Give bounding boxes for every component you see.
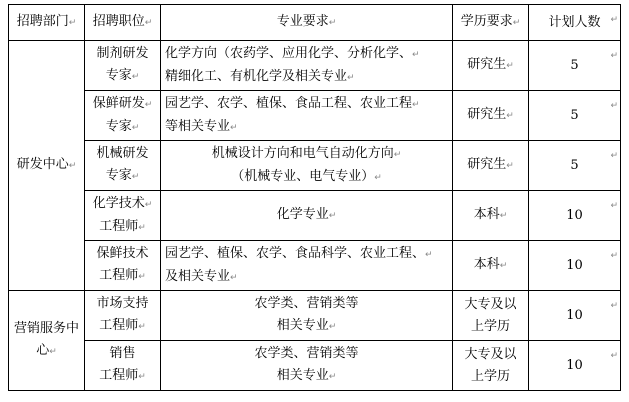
count-cell: 10 ↵ [529,291,621,341]
education-cell: 研究生↵ [453,91,529,141]
position-cell: 机械研发 专家↵ [85,141,161,191]
count-cell: 5 ↵ [529,91,621,141]
department-cell: 营销服务中心↵ [9,291,85,391]
count-cell: 5 ↵ [529,141,621,191]
department-cell: 研发中心↵ [9,41,85,291]
recruitment-table [8,4,621,391]
position-cell: 化学技术↵ 工程师↵ [85,191,161,241]
major-cell: 化学方向（农药学、应用化学、分析化学、↵ 精细化工、有机化学及相关专业↵ [161,41,453,91]
education-cell: 本科↵ [453,241,529,291]
table-row [9,191,621,241]
major-cell: 机械设计方向和电气自动化方向↵ （机械专业、电气专业）↵ [161,141,453,191]
count-cell: 10 ↵ [529,341,621,391]
header-count: 计划人数 ↵ [529,5,621,41]
header-row [9,5,621,41]
table-row [9,91,621,141]
education-cell: 研究生↵ [453,41,529,91]
position-cell: 制剂研发 专家↵ [85,41,161,91]
header-major: 专业要求↵ [161,5,453,41]
table-row [9,341,621,391]
major-cell: 农学类、营销类等 相关专业↵ [161,341,453,391]
major-cell: 园艺学、植保、农学、食品科学、农业工程、↵ 及相关专业↵ [161,241,453,291]
header-position: 招聘职位↵ [85,5,161,41]
major-cell: 农学类、营销类等 相关专业↵ [161,291,453,341]
education-cell: 本科↵ [453,191,529,241]
table-row [9,41,621,91]
position-cell: 市场支持 工程师↵ [85,291,161,341]
count-cell: 10 ↵ [529,241,621,291]
header-education: 学历要求↵ [453,5,529,41]
header-department: 招聘部门↵ [9,5,85,41]
count-cell: 5 ↵ [529,41,621,91]
position-cell: 保鲜研发↵ 专家↵ [85,91,161,141]
major-cell: 化学专业↵ [161,191,453,241]
table-row [9,291,621,341]
education-cell: 大专及以 上学历 [453,341,529,391]
education-cell: 研究生↵ [453,141,529,191]
position-cell: 销售 工程师↵ [85,341,161,391]
count-cell: 10 ↵ [529,191,621,241]
position-cell: 保鲜技术 工程师↵ [85,241,161,291]
table-row [9,141,621,191]
education-cell: 大专及以 上学历 [453,291,529,341]
major-cell: 园艺学、农学、植保、食品工程、农业工程↵ 等相关专业↵ [161,91,453,141]
table-row [9,241,621,291]
